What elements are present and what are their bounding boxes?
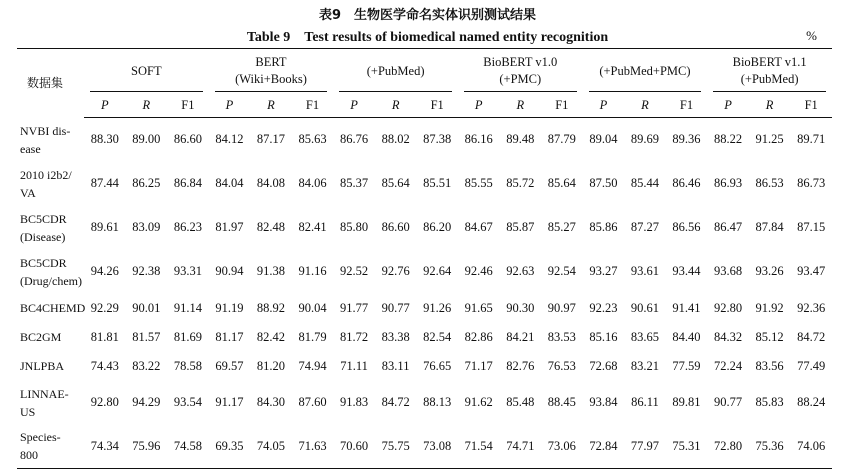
table-cell: 71.54 [458,425,500,469]
table-cell: 75.96 [126,425,168,469]
table-cell: 90.77 [381,300,410,315]
group-header [583,49,708,94]
table-cell: 82.48 [256,220,286,234]
table-cell: 85.37 [340,176,369,190]
table-cell: 87.44 [90,176,119,190]
table-cell: 75.36 [749,425,791,469]
table-caption-chinese: 表9 生物医学命名实体识别测试结果 [318,8,537,23]
dataset-name: 2010 i2b2/ VA [20,167,72,200]
dataset-name: BC5CDR (Disease) [20,211,67,244]
group-header-label: BioBERT v1.1 (+PubMed) [732,55,807,86]
table-cell: 85.44 [630,176,659,190]
metric-header: F1 [167,93,209,118]
table-cell: 91.65 [464,300,493,315]
metric-header: F1 [541,93,583,118]
table-cell: 88.30 [90,132,119,147]
table-row [17,425,832,469]
table-cell: 90.01 [132,300,161,315]
table-body [17,118,832,469]
table-cell: 93.31 [173,264,202,278]
table-cell: 73.08 [416,425,458,469]
group-underline [713,91,826,92]
table-cell: 72.80 [707,425,749,469]
table-cell: 93.68 [713,264,743,278]
table-cell: 84.08 [256,176,286,190]
table-cell: 72.24 [713,358,743,373]
metric-header: R [624,93,666,118]
table-cell: 89.61 [90,220,119,234]
table-row [17,206,832,250]
table-cell: 87.84 [755,220,784,234]
metric-header: P [84,93,126,118]
table-cell: 85.72 [506,176,535,190]
table-cell: 92.23 [589,300,618,315]
group-header [707,49,832,94]
table-cell: 90.97 [547,300,576,315]
table-cell: 86.93 [713,176,743,190]
table-cell: 84.67 [464,220,493,234]
table-cell: 86.53 [755,176,784,190]
table-row [17,352,832,381]
table-cell: 83.65 [630,329,659,344]
table-cell: 85.12 [755,329,784,344]
table-row [17,162,832,206]
table-cell: 92.29 [90,300,119,315]
table-cell: 81.97 [215,220,244,234]
table-cell: 72.84 [583,425,625,469]
dataset-name: BC4CHEMD [20,301,86,315]
group-header-label: SOFT [131,63,162,78]
table-cell: 85.64 [381,176,410,190]
table-cell: 82.42 [256,329,286,344]
metric-header: P [458,93,500,118]
table-cell: 89.71 [797,132,826,147]
table-cell: 82.41 [298,220,327,234]
group-header-label: (+PubMed+PMC) [599,63,691,78]
table-cell: 84.21 [506,329,535,344]
metric-header-row [17,93,832,118]
group-underline [589,91,702,92]
metric-header: R [126,93,168,118]
dataset-name: Species- 800 [17,425,84,469]
table-cell: 91.41 [672,300,701,315]
table-cell: 83.53 [547,329,576,344]
table-cell: 81.17 [215,329,244,344]
table-cell: 84.04 [215,176,244,190]
group-underline [215,91,328,92]
table-cell: 91.38 [256,264,286,278]
table-cell: 91.16 [298,264,327,278]
dataset-header: 数据集 [17,49,84,118]
table-cell: 72.68 [589,358,618,373]
metric-header: R [749,93,791,118]
table-cell: 86.84 [173,176,202,190]
table-cell: 86.47 [713,220,743,234]
table-cell: 92.80 [713,300,743,315]
table-cell: 74.94 [298,358,327,373]
table-cell: 87.50 [589,176,618,190]
table-cell: 86.46 [672,176,701,190]
table-cell: 74.71 [500,425,542,469]
table-cell: 71.17 [464,358,493,373]
table-cell: 87.38 [423,132,452,147]
table-cell: 71.63 [292,425,334,469]
table-cell: 85.83 [755,395,784,409]
table-cell: 84.30 [256,395,286,409]
table-row [17,323,832,352]
metric-header: P [583,93,625,118]
table-cell: 81.69 [173,329,202,344]
table-cell: 84.72 [381,395,410,409]
table-cell: 81.57 [132,329,161,344]
group-header [209,49,334,94]
metric-header: P [333,93,375,118]
table-cell: 74.43 [90,358,119,373]
table-cell: 92.80 [90,395,119,409]
table-cell: 92.54 [547,264,576,278]
table-cell: 85.64 [547,176,576,190]
dataset-name: NVBI dis- ease [20,123,71,156]
table-cell: 84.06 [298,176,327,190]
table-cell: 86.73 [797,176,826,190]
table-cell: 93.47 [797,264,826,278]
dataset-name: LINNAE- US [20,386,69,419]
table-cell: 85.63 [298,132,327,147]
table-cell: 88.45 [547,395,576,409]
table-cell: 83.21 [630,358,659,373]
table-cell: 91.92 [755,300,784,315]
table-row [17,118,832,162]
metric-header: R [375,93,417,118]
table-cell: 69.57 [215,358,244,373]
table-cell: 86.76 [340,132,369,147]
table-cell: 86.60 [173,132,202,147]
table-cell: 81.81 [90,329,119,344]
table-cell: 74.58 [167,425,209,469]
table-cell: 92.63 [506,264,535,278]
table-row [17,250,832,294]
table-cell: 93.44 [672,264,701,278]
table-cell: 88.02 [381,132,410,147]
table-cell: 81.72 [340,329,369,344]
table-cell: 90.30 [506,300,535,315]
table-cell: 85.87 [506,220,535,234]
table-cell: 84.40 [672,329,701,344]
metric-header: R [250,93,292,118]
table-cell: 83.22 [132,358,161,373]
table-cell: 93.27 [589,264,618,278]
table-cell: 76.53 [547,358,576,373]
table-cell: 89.69 [630,132,659,147]
table-cell: 88.13 [423,395,452,409]
dataset-name: BC2GM [20,330,62,344]
table-cell: 87.17 [256,132,286,147]
group-underline [90,91,203,92]
table-cell: 87.27 [630,220,659,234]
table-cell: 75.75 [375,425,417,469]
table-cell: 78.58 [173,358,202,373]
table-cell: 83.11 [381,358,410,373]
table-cell: 93.54 [173,395,202,409]
table-cell: 82.76 [506,358,535,373]
group-header-row [17,49,832,94]
table-cell: 89.00 [132,132,161,147]
table-cell: 77.97 [624,425,666,469]
table-cell: 88.22 [713,132,743,147]
table-cell: 83.56 [755,358,784,373]
table-cell: 84.12 [215,132,244,147]
group-header [84,49,209,94]
table-cell: 87.60 [298,395,327,409]
table-cell: 88.92 [256,300,286,315]
table-cell: 85.80 [340,220,369,234]
table-cell: 82.86 [464,329,493,344]
table-row [17,381,832,425]
table-cell: 86.20 [423,220,452,234]
table-row [17,294,832,323]
table-cell: 85.27 [547,220,576,234]
table-cell: 74.06 [790,425,832,469]
table-cell: 77.49 [797,358,826,373]
metric-header: P [707,93,749,118]
table-cell: 85.55 [464,176,493,190]
table-cell: 75.31 [666,425,708,469]
metric-header: P [209,93,251,118]
table-cell: 85.86 [589,220,618,234]
metric-header: F1 [790,93,832,118]
table-cell: 92.38 [132,264,161,278]
table-cell: 91.17 [215,395,244,409]
table-cell: 91.83 [340,395,369,409]
table-cell: 85.16 [589,329,618,344]
table-cell: 86.11 [631,395,659,409]
table-cell: 92.64 [423,264,452,278]
table-cell: 93.84 [589,395,618,409]
table-cell: 92.52 [340,264,369,278]
table-cell: 91.14 [173,300,202,315]
group-header-label: BioBERT v1.0 (+PMC) [483,55,558,86]
table-cell: 90.04 [298,300,327,315]
table-cell: 85.51 [423,176,452,190]
table-cell: 86.16 [464,132,493,147]
table-cell: 70.60 [333,425,375,469]
table-cell: 73.06 [541,425,583,469]
table-caption-english: Table 9 Test results of biomedical named entity recognition [246,30,609,45]
table-cell: 88.24 [797,395,826,409]
metric-header: R [500,93,542,118]
unit-label: % [806,28,817,43]
table-cell: 82.54 [423,329,452,344]
table-cell: 92.46 [464,264,493,278]
table-cell: 86.60 [381,220,410,234]
table-cell: 89.81 [672,395,701,409]
metric-header: F1 [292,93,334,118]
table-cell: 86.56 [672,220,701,234]
group-header-label: (+PubMed) [366,63,425,78]
table-cell: 76.65 [423,358,452,373]
table-cell: 90.94 [215,264,244,278]
table-cell: 93.61 [630,264,659,278]
table-cell: 87.15 [797,220,826,234]
table-cell: 92.36 [797,300,826,315]
group-header-label: BERT (Wiki+Books) [235,55,307,86]
dataset-name: JNLPBA [20,359,65,373]
table-cell: 94.26 [90,264,119,278]
table-cell: 69.35 [209,425,251,469]
table-cell: 83.38 [381,329,410,344]
table-cell: 77.59 [672,358,701,373]
table-cell: 84.72 [797,329,826,344]
group-underline [464,91,577,92]
table-cell: 87.79 [547,132,576,147]
table-cell: 86.25 [132,176,161,190]
table-cell: 81.20 [256,358,286,373]
table-cell: 90.77 [713,395,743,409]
table-cell: 89.48 [506,132,535,147]
table-cell: 91.19 [215,300,244,315]
dataset-name: BC5CDR (Drug/chem) [20,255,82,288]
table-cell: 89.04 [589,132,618,147]
table-cell: 90.61 [630,300,659,315]
table-cell: 74.05 [250,425,292,469]
group-underline [339,91,452,92]
table-cell: 92.76 [381,264,410,278]
table-cell: 85.48 [506,395,535,409]
table-cell: 89.36 [672,132,701,147]
group-header [333,49,458,94]
table-cell: 91.77 [340,300,369,315]
table-cell: 74.34 [84,425,126,469]
table-cell: 81.79 [298,329,327,344]
group-header [458,49,583,94]
table-cell: 86.23 [173,220,202,234]
table-cell: 91.26 [423,300,452,315]
results-table [17,48,832,469]
table-cell: 83.09 [132,220,161,234]
table-cell: 94.29 [132,395,161,409]
table-cell: 71.11 [340,358,368,373]
metric-header: F1 [666,93,708,118]
table-cell: 93.26 [755,264,784,278]
table-cell: 91.62 [464,395,493,409]
table-cell: 91.25 [755,132,784,147]
table-cell: 84.32 [713,329,743,344]
metric-header: F1 [416,93,458,118]
